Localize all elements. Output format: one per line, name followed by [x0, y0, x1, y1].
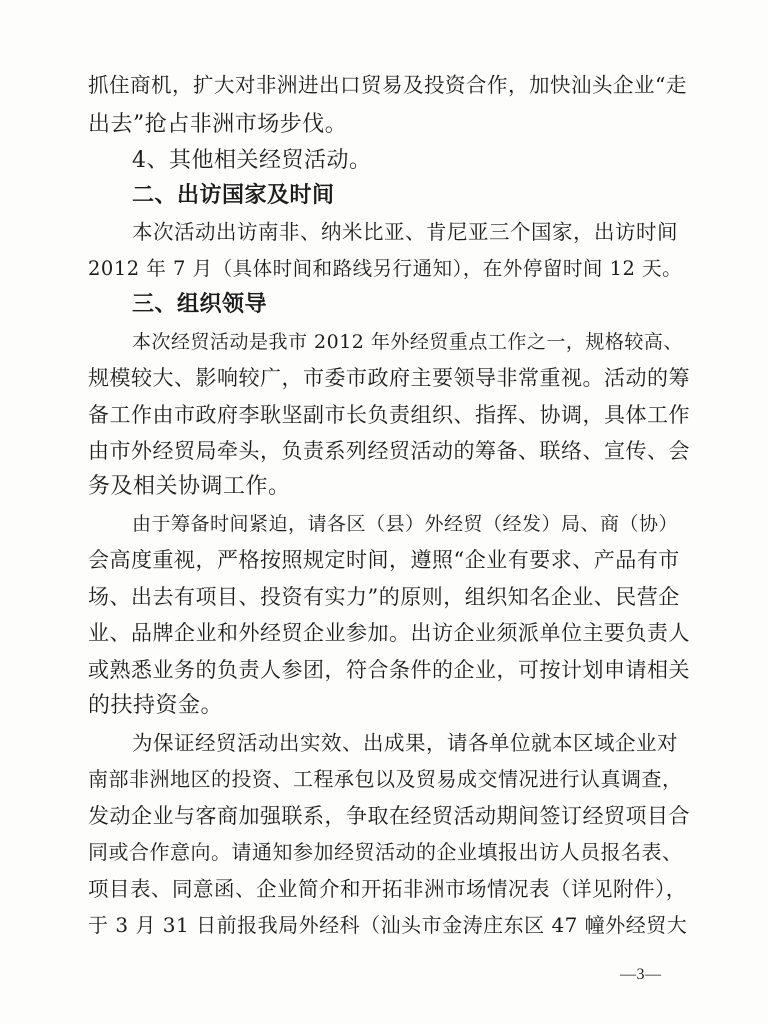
body-text-line: 务及相关协调工作。: [88, 474, 291, 499]
body-text-line: 发动企业与客商加强联系，争取在经贸活动期间签订经贸项目合: [88, 804, 690, 828]
body-text-line: 由市外经贸局牵头，负责系列经贸活动的筹备、联络、宣传、会: [88, 439, 690, 463]
body-text-line: 本次经贸活动是我市 2012 年外经贸重点工作之一，规格较高、: [132, 331, 683, 353]
section-heading: 三、组织领导: [132, 292, 268, 317]
section-heading: 二、出访国家及时间: [132, 183, 335, 208]
body-text-line: 4、其他相关经贸活动。: [132, 148, 372, 173]
body-text-line: 规模较大、影响较广，市委市政府主要领导非常重视。活动的筹: [88, 366, 690, 390]
body-text-line: 本次活动出访南非、纳米比亚、肯尼亚三个国家，出访时间: [132, 220, 678, 244]
body-text-line: 抓住商机，扩大对非洲进出口贸易及投资合作，加快汕头企业“走: [88, 73, 687, 97]
body-text-line: 于 3 月 31 日前报我局外经科（汕头市金涛庄东区 47 幢外经贸大: [88, 913, 688, 937]
body-text-line: 备工作由市政府李耿坚副市长负责组织、指挥、协调，具体工作: [88, 403, 690, 427]
body-text-line: 出去”抢占非洲市场步伐。: [88, 112, 348, 137]
body-text-line: 2012 年 7 月（具体时间和路线另行通知），在外停留时间 12 天。: [88, 257, 683, 280]
body-text-line: 会高度重视，严格按照规定时间，遵照“企业有要求、产品有市: [88, 548, 680, 572]
body-text-line: 南部非洲地区的投资、工程承包以及贸易成交情况进行认真调查，: [88, 767, 683, 791]
body-text-line: 业、品牌企业和外经贸企业参加。出访企业须派单位主要负责人: [88, 621, 690, 645]
body-text-line: 场、出去有项目、投资有实力”的原则，组织知名企业、民营企: [88, 585, 680, 609]
body-text-line: 同或合作意向。请通知参加经贸活动的企业填报出访人员报名表、: [88, 840, 683, 864]
body-text-line: 项目表、同意函、企业简介和开拓非洲市场情况表（详见附件），: [88, 877, 687, 901]
body-text-line: 或熟悉业务的负责人参团，符合条件的企业，可按计划申请相关: [88, 658, 690, 682]
page-number: —3—: [620, 966, 662, 983]
body-text-line: 的扶持资金。: [88, 693, 224, 718]
body-text-line: 由于筹备时间紧迫，请各区（县）外经贸（经发）局、商（协）: [132, 513, 679, 535]
body-text-line: 为保证经贸活动出实效、出成果，请各单位就本区域企业对: [132, 731, 678, 755]
